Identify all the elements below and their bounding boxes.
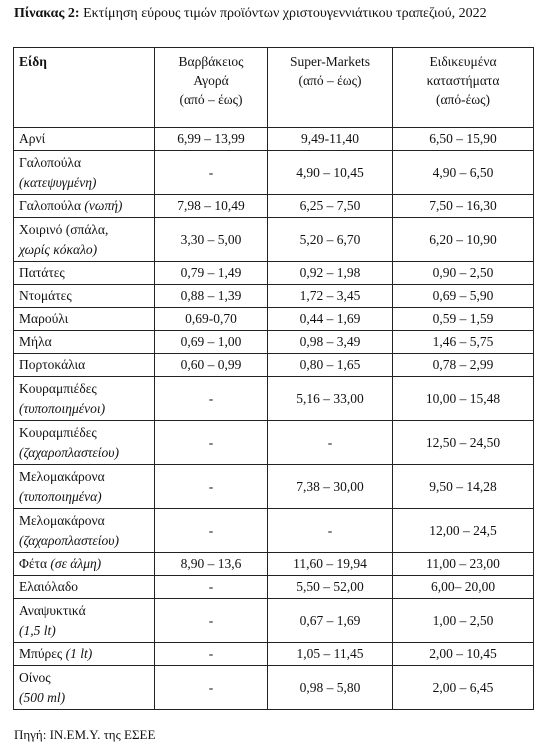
varvakeios-price-cell: - [155, 576, 268, 599]
item-qualifier: (τυποποιημένοι) [19, 400, 106, 416]
item-name-cell [14, 285, 155, 308]
supermarket-price-cell: 0,67 – 1,69 [268, 599, 393, 643]
item-name-cell [14, 465, 155, 509]
varvakeios-price-cell: 0,88 – 1,39 [155, 285, 268, 308]
table-row [14, 465, 534, 509]
supermarket-price-cell: 0,98 – 5,80 [268, 666, 393, 710]
specialty-price-cell: 7,50 – 16,30 [393, 195, 534, 218]
item-name: Φέτα [19, 556, 51, 571]
item-name-cell [14, 509, 155, 553]
item-name: Μαρούλι [19, 311, 69, 326]
item-qualifier: (τυποποιημένα) [19, 488, 102, 504]
item-name-cell [14, 308, 155, 331]
varvakeios-price-cell: 0,79 – 1,49 [155, 262, 268, 285]
item-qualifier: (κατεψυγμένη) [19, 174, 97, 190]
varvakeios-price-cell: 0,69-0,70 [155, 308, 268, 331]
specialty-price-cell: 0,78 – 2,99 [393, 354, 534, 377]
item-qualifier: (500 ml) [19, 689, 66, 705]
table-row [14, 151, 534, 195]
varvakeios-price-cell: 3,30 – 5,00 [155, 218, 268, 262]
item-name-cell [14, 553, 155, 576]
varvakeios-price-cell: 7,98 – 10,49 [155, 195, 268, 218]
supermarket-price-cell: 4,90 – 10,45 [268, 151, 393, 195]
table-row [14, 666, 534, 710]
table-row [14, 643, 534, 666]
supermarket-price-cell: 5,50 – 52,00 [268, 576, 393, 599]
varvakeios-price-cell: 0,69 – 1,00 [155, 331, 268, 354]
specialty-price-cell: 2,00 – 10,45 [393, 643, 534, 666]
header-specialty-stores: Ειδικευμένα καταστήματα (από-έως) [393, 48, 534, 128]
supermarket-price-cell: 1,72 – 3,45 [268, 285, 393, 308]
table-row [14, 195, 534, 218]
table-row [14, 308, 534, 331]
specialty-price-cell: 6,00– 20,00 [393, 576, 534, 599]
table-row [14, 128, 534, 151]
item-qualifier: (νωπή) [84, 198, 123, 213]
specialty-price-cell: 12,50 – 24,50 [393, 421, 534, 465]
supermarket-price-cell: 1,05 – 11,45 [268, 643, 393, 666]
table-header-row [14, 48, 534, 128]
supermarket-price-cell: - [268, 509, 393, 553]
item-name-cell [14, 377, 155, 421]
caption-text: Εκτίμηση εύρους τιμών προϊόντων χριστουγεννιάτικου τραπεζιού, 2022 [79, 6, 487, 21]
supermarket-price-cell: 6,25 – 7,50 [268, 195, 393, 218]
varvakeios-price-cell: - [155, 151, 268, 195]
item-name-cell [14, 643, 155, 666]
varvakeios-price-cell: 8,90 – 13,6 [155, 553, 268, 576]
specialty-price-cell: 0,59 – 1,59 [393, 308, 534, 331]
caption-label: Πίνακας 2: [14, 6, 80, 21]
item-name: Ελαιόλαδο [19, 579, 78, 594]
item-name-cell [14, 151, 155, 195]
specialty-price-cell: 6,20 – 10,90 [393, 218, 534, 262]
item-name-cell [14, 218, 155, 262]
table-row [14, 509, 534, 553]
item-name-cell [14, 576, 155, 599]
supermarket-price-cell: 7,38 – 30,00 [268, 465, 393, 509]
table-body [14, 128, 534, 710]
item-qualifier: (1,5 lt) [19, 622, 56, 638]
item-name-cell [14, 599, 155, 643]
source-note: Πηγή: ΙΝ.ΕΜ.Υ. της ΕΣΕΕ [14, 727, 156, 742]
table-row [14, 576, 534, 599]
item-name: Χοιρινό (σπάλα, [19, 221, 109, 237]
supermarket-price-cell: 0,92 – 1,98 [268, 262, 393, 285]
item-name-cell [14, 666, 155, 710]
specialty-price-cell: 0,90 – 2,50 [393, 262, 534, 285]
supermarket-price-cell: 11,60 – 19,94 [268, 553, 393, 576]
item-qualifier: (ζαχαροπλαστείου) [19, 532, 119, 548]
supermarket-price-cell: - [268, 421, 393, 465]
item-qualifier: (ζαχαροπλαστείου) [19, 444, 119, 460]
item-name: Μήλα [19, 334, 52, 349]
supermarket-price-cell: 5,16 – 33,00 [268, 377, 393, 421]
item-name-cell [14, 262, 155, 285]
item-name: Μπύρες [19, 646, 66, 661]
item-name: Αναψυκτικά [19, 602, 86, 618]
item-qualifier: χωρίς κόκαλο) [19, 241, 98, 257]
varvakeios-price-cell: - [155, 509, 268, 553]
specialty-price-cell: 2,00 – 6,45 [393, 666, 534, 710]
varvakeios-price-cell: - [155, 465, 268, 509]
table-row [14, 354, 534, 377]
varvakeios-price-cell: 0,60 – 0,99 [155, 354, 268, 377]
item-name-cell [14, 195, 155, 218]
item-name: Κουραμπιέδες [19, 424, 97, 440]
table-row [14, 218, 534, 262]
table-row [14, 421, 534, 465]
table-row [14, 331, 534, 354]
specialty-price-cell: 9,50 – 14,28 [393, 465, 534, 509]
item-qualifier: (σε άλμη) [50, 556, 102, 571]
item-name: Πατάτες [19, 265, 65, 280]
item-name-cell [14, 331, 155, 354]
specialty-price-cell: 4,90 – 6,50 [393, 151, 534, 195]
table-row [14, 262, 534, 285]
varvakeios-price-cell: - [155, 599, 268, 643]
specialty-price-cell: 12,00 – 24,5 [393, 509, 534, 553]
specialty-price-cell: 11,00 – 23,00 [393, 553, 534, 576]
header-varvakeios: Βαρβάκειος Αγορά (από – έως) [155, 48, 268, 128]
supermarket-price-cell: 0,80 – 1,65 [268, 354, 393, 377]
header-items: Είδη [14, 48, 155, 128]
table-row [14, 377, 534, 421]
item-name: Αρνί [19, 131, 46, 146]
table-row [14, 285, 534, 308]
specialty-price-cell: 0,69 – 5,90 [393, 285, 534, 308]
table-caption [14, 5, 534, 22]
price-table [13, 47, 534, 710]
supermarket-price-cell: 9,49-11,40 [268, 128, 393, 151]
item-name-cell [14, 128, 155, 151]
item-qualifier: (1 lt) [65, 646, 93, 661]
varvakeios-price-cell: - [155, 421, 268, 465]
specialty-price-cell: 10,00 – 15,48 [393, 377, 534, 421]
item-name: Πορτοκάλια [19, 357, 86, 372]
item-name: Οίνος [19, 669, 51, 685]
item-name: Ντομάτες [19, 288, 72, 303]
specialty-price-cell: 1,00 – 2,50 [393, 599, 534, 643]
varvakeios-price-cell: 6,99 – 13,99 [155, 128, 268, 151]
item-name-cell [14, 421, 155, 465]
item-name: Γαλοπούλα [19, 198, 85, 213]
item-name: Γαλοπούλα [19, 154, 82, 170]
specialty-price-cell: 1,46 – 5,75 [393, 331, 534, 354]
varvakeios-price-cell: - [155, 666, 268, 710]
item-name: Μελομακάρονα [19, 468, 105, 484]
item-name: Μελομακάρονα [19, 512, 105, 528]
item-name: Κουραμπιέδες [19, 380, 97, 396]
varvakeios-price-cell: - [155, 643, 268, 666]
item-name-cell [14, 354, 155, 377]
supermarket-price-cell: 0,44 – 1,69 [268, 308, 393, 331]
header-supermarkets: Super-Markets (από – έως) [268, 48, 393, 128]
table-row [14, 553, 534, 576]
table-row [14, 599, 534, 643]
varvakeios-price-cell: - [155, 377, 268, 421]
supermarket-price-cell: 5,20 – 6,70 [268, 218, 393, 262]
specialty-price-cell: 6,50 – 15,90 [393, 128, 534, 151]
supermarket-price-cell: 0,98 – 3,49 [268, 331, 393, 354]
